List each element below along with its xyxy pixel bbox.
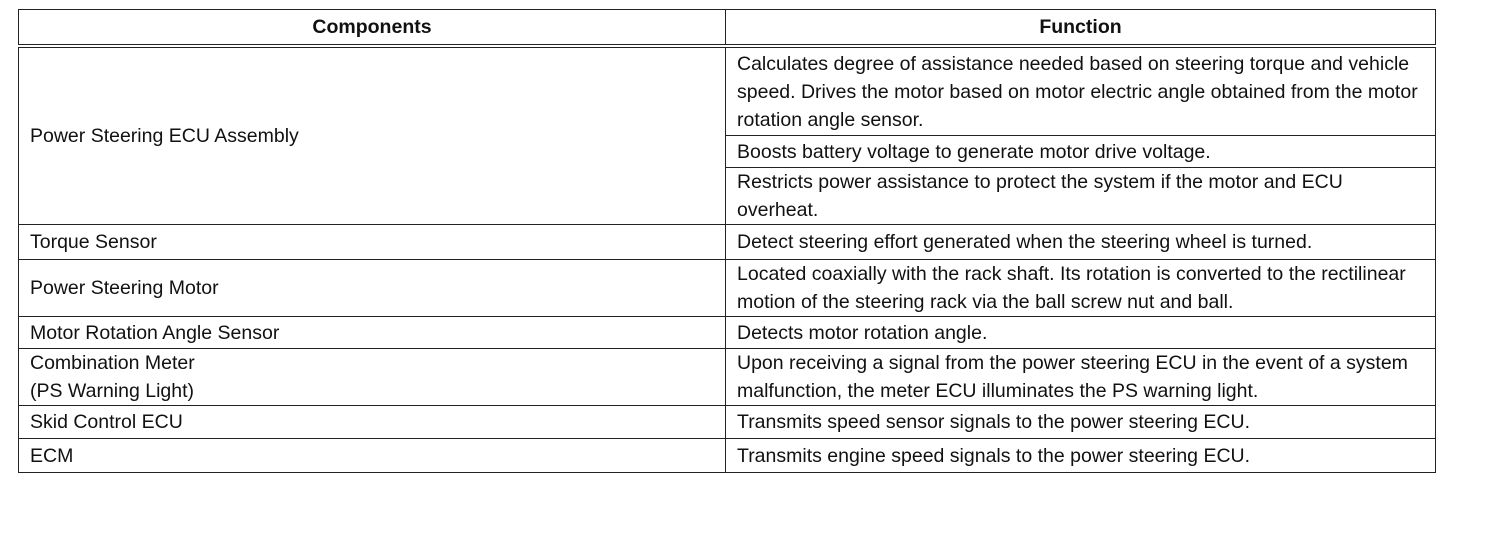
- table-row: [19, 225, 1436, 260]
- component-cell: Torque Sensor: [19, 225, 726, 260]
- header-function: Function: [726, 10, 1436, 47]
- components-function-table: [18, 9, 1436, 473]
- function-cell: Transmits speed sensor signals to the power steering ECU.: [726, 406, 1436, 439]
- component-cell: Power Steering ECU Assembly: [19, 46, 726, 225]
- table-row: [19, 317, 1436, 349]
- function-cell: Detect steering effort generated when the steering wheel is turned.: [726, 225, 1436, 260]
- table-row: [19, 439, 1436, 473]
- table-row: [19, 260, 1436, 317]
- table-row: [19, 46, 1436, 136]
- component-cell: Power Steering Motor: [19, 260, 726, 317]
- component-cell: [19, 349, 726, 406]
- component-cell: ECM: [19, 439, 726, 473]
- function-cell: Restricts power assistance to protect the system if the motor and ECU overheat.: [726, 168, 1436, 225]
- table-header-row: [19, 10, 1436, 47]
- component-line: Combination Meter: [30, 352, 195, 374]
- table-row: [19, 406, 1436, 439]
- component-cell: Motor Rotation Angle Sensor: [19, 317, 726, 349]
- function-cell: Detects motor rotation angle.: [726, 317, 1436, 349]
- component-cell: Skid Control ECU: [19, 406, 726, 439]
- table-row: [19, 349, 1436, 406]
- function-cell: Calculates degree of assistance needed based on steering torque and vehicle speed. Drives the motor based on motor electric angle obtained from the motor rotation angle sensor.: [726, 46, 1436, 136]
- function-cell: Located coaxially with the rack shaft. Its rotation is converted to the rectilinear motion of the steering rack via the ball screw nut and ball.: [726, 260, 1436, 317]
- function-cell: Boosts battery voltage to generate motor drive voltage.: [726, 136, 1436, 168]
- component-line: (PS Warning Light): [30, 380, 195, 402]
- header-components: Components: [19, 10, 726, 47]
- function-cell: Transmits engine speed signals to the power steering ECU.: [726, 439, 1436, 473]
- function-cell: Upon receiving a signal from the power steering ECU in the event of a system malfunction, the meter ECU illuminates the PS warning light.: [726, 349, 1436, 406]
